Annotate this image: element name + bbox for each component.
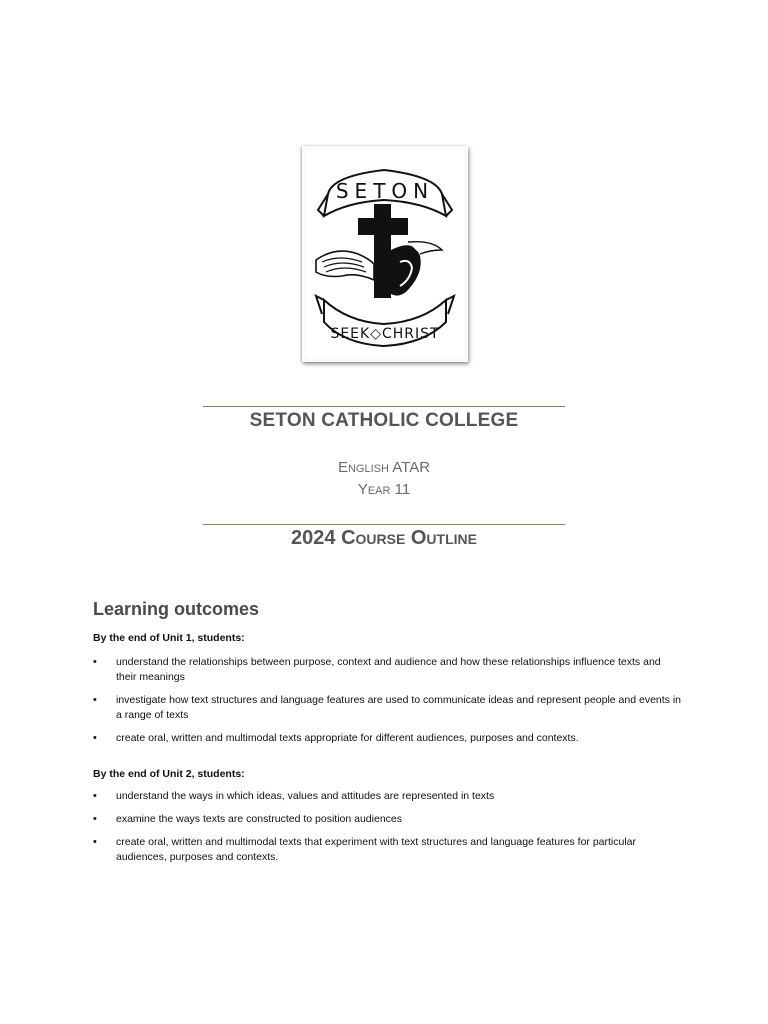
outcome-text: understand the relationships between purpose, context and audience and how these relationships influence texts and their meanings: [116, 656, 661, 683]
top-divider: [203, 406, 565, 407]
list-item: [93, 655, 683, 685]
learning-outcomes-heading: Learning outcomes: [93, 599, 260, 619]
subject-title: English ATAR: [337, 459, 431, 476]
bullet: •: [93, 694, 97, 706]
outcome-text: investigate how text structures and language features are used to communicate ideas and represent people and events in a range of texts: [116, 694, 682, 721]
unit1-outcomes-list: [93, 655, 683, 754]
logo-bottom-text: SEEK◇CHRIST: [330, 326, 440, 342]
bullet: •: [93, 813, 97, 825]
course-outline-title: 2024 Course Outline: [291, 527, 477, 549]
bullet: •: [93, 836, 97, 848]
list-item: [93, 693, 683, 723]
outcome-text: examine the ways texts are constructed to position audiences: [116, 813, 402, 825]
bullet: •: [93, 656, 97, 668]
unit2-outcomes-list: [93, 789, 683, 873]
outcome-text: create oral, written and multimodal texts that experiment with text structures and language features for particular audiences, purposes and contexts.: [116, 836, 637, 863]
list-item: [93, 789, 683, 804]
list-item: [93, 731, 683, 746]
seton-crest-icon: [302, 146, 468, 362]
bullet: •: [93, 732, 97, 744]
college-logo: [302, 146, 468, 362]
bullet: •: [93, 790, 97, 802]
list-item: [93, 835, 683, 865]
outcome-text: understand the ways in which ideas, values and attitudes are represented in texts: [116, 790, 495, 802]
unit2-heading: By the end of Unit 2, students:: [93, 768, 245, 780]
list-item: [93, 812, 683, 827]
year-level: Year 11: [357, 481, 411, 498]
outcome-text: create oral, written and multimodal texts appropriate for different audiences, purposes and contexts.: [116, 732, 579, 744]
unit1-heading: By the end of Unit 1, students:: [93, 632, 245, 644]
bottom-divider: [203, 524, 565, 525]
college-name: SETON CATHOLIC COLLEGE: [249, 410, 519, 431]
logo-top-text: SETON: [335, 179, 435, 203]
